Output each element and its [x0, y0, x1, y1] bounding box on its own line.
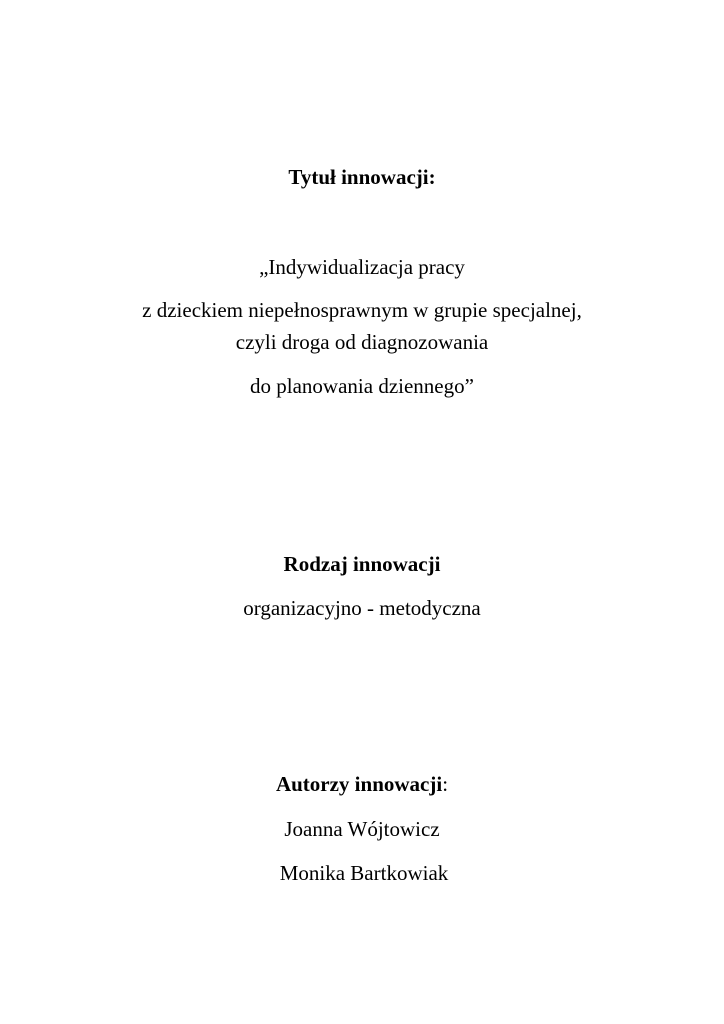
- authors-heading: Autorzy innowacji: [275, 772, 443, 796]
- title-line-3: czyli droga od diagnozowania: [235, 330, 489, 354]
- title-line-1: „Indywidualizacja pracy: [259, 255, 465, 279]
- title-line-2: z dzieckiem niepełnosprawnym w grupie specjalnej,: [142, 298, 582, 322]
- type-value: organizacyjno - metodyczna: [243, 596, 481, 620]
- authors-heading-colon: :: [442, 772, 449, 796]
- author-name-2: Monika Bartkowiak: [279, 861, 449, 885]
- title-line-4: do planowania dziennego”: [250, 374, 474, 398]
- title-heading: Tytuł innowacji:: [288, 165, 436, 189]
- authors-heading-line: [0, 771, 724, 797]
- author-name-1: Joanna Wójtowicz: [284, 817, 440, 841]
- type-heading: Rodzaj innowacji: [283, 552, 441, 576]
